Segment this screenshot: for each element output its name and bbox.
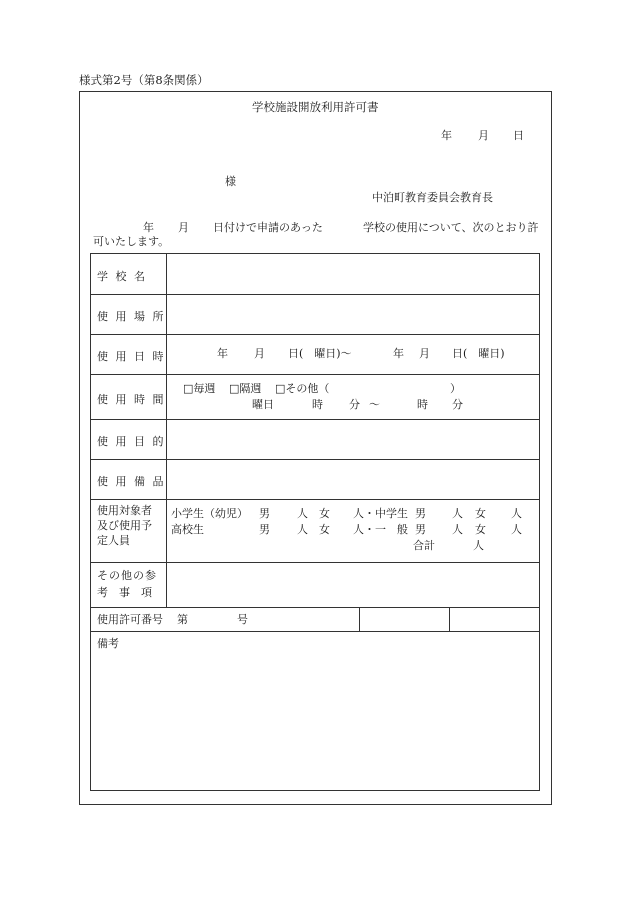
equipment-field[interactable]: [167, 460, 539, 499]
school-name-label: 学 校 名: [97, 270, 147, 283]
users-r2-female2: 女: [475, 523, 486, 536]
users-r1-male2: 男: [415, 507, 426, 520]
time-hour2: 時: [417, 398, 428, 411]
users-r2-female: 女: [319, 523, 330, 536]
date-from-day: 日( 曜日)〜: [288, 347, 352, 360]
biweekly-checkbox[interactable]: □隔週: [229, 382, 262, 395]
issue-date-day: 日: [513, 129, 524, 142]
other-notes-label-line1: その他の参: [97, 569, 157, 582]
permit-extra-cell-2[interactable]: [450, 608, 539, 631]
users-r1-female2: 女: [475, 507, 486, 520]
row-divider: [91, 631, 539, 632]
permit-number-go: 号: [237, 613, 248, 626]
equipment-label: 使 用 備 品: [97, 475, 166, 488]
place-field[interactable]: [167, 295, 539, 334]
form-table: [90, 253, 540, 791]
form-number: 様式第2号（第8条関係）: [79, 73, 209, 87]
intro-day-text: 日付けで申請のあった: [213, 221, 323, 234]
users-total-person: 人: [473, 539, 484, 552]
users-r1-female: 女: [319, 507, 330, 520]
other-checkbox[interactable]: □その他（: [275, 382, 330, 395]
permit-extra-cell-1[interactable]: [360, 608, 448, 631]
permit-number-label: 使用許可番号: [97, 613, 163, 626]
users-r1-person1: 人: [297, 507, 308, 520]
users-r2-male2: 男: [415, 523, 426, 536]
weekly-checkbox[interactable]: □毎週: [183, 382, 216, 395]
place-label: 使 用 場 所: [97, 310, 166, 323]
other-close-paren: ）: [450, 382, 461, 395]
issue-date-month: 月: [478, 129, 489, 142]
date-label: 使 用 日 時: [97, 350, 166, 363]
time-hour1: 時: [312, 398, 323, 411]
users-r2-person3: 人: [452, 523, 463, 536]
purpose-label: 使 用 目 的: [97, 435, 166, 448]
school-name-field[interactable]: [167, 254, 539, 294]
remarks-field[interactable]: [91, 654, 539, 790]
date-to-day: 日( 曜日): [452, 347, 505, 360]
other-notes-field[interactable]: [167, 563, 539, 607]
date-to-year: 年: [393, 347, 404, 360]
other-notes-label-line2: 考 事 項: [97, 586, 152, 599]
time-tilde: 〜: [369, 398, 380, 411]
date-to-month: 月: [419, 347, 430, 360]
users-label-line3: 定人員: [97, 534, 130, 547]
intro-school-text: 学校の使用について、次のとおり許: [363, 221, 539, 234]
document-title: 学校施設開放利用許可書: [252, 100, 379, 114]
users-r2-male: 男: [259, 523, 270, 536]
users-r2-category: 高校生: [171, 523, 204, 536]
users-field[interactable]: [167, 500, 539, 562]
users-r1-person3: 人: [452, 507, 463, 520]
remarks-label: 備考: [97, 637, 119, 650]
time-minute1: 分: [349, 398, 360, 411]
users-label-line1: 使用対象者: [97, 504, 152, 517]
intro-month: 月: [178, 221, 189, 234]
users-r2-person2: 人・一 般: [353, 523, 408, 536]
issuer-name: 中泊町教育委員会教育長: [372, 191, 493, 204]
users-r1-male: 男: [259, 507, 270, 520]
time-label: 使 用 時 間: [97, 393, 166, 406]
time-weekday: 曜日: [252, 398, 274, 411]
time-field[interactable]: [167, 375, 539, 419]
purpose-field[interactable]: [167, 420, 539, 459]
users-r2-person4: 人: [511, 523, 522, 536]
date-from-month: 月: [254, 347, 265, 360]
intro-line2: 可いたします。: [93, 235, 170, 248]
users-label-line2: 及び使用予: [97, 519, 152, 532]
date-field[interactable]: [167, 335, 539, 374]
users-r1-person2: 人・中学生: [353, 507, 408, 520]
users-r1-category: 小学生（幼児）: [171, 507, 248, 520]
issue-date-year: 年: [441, 129, 452, 142]
users-r1-person4: 人: [511, 507, 522, 520]
intro-year: 年: [143, 221, 154, 234]
time-minute2: 分: [452, 398, 463, 411]
users-r2-person1: 人: [297, 523, 308, 536]
recipient-suffix: 様: [225, 175, 236, 188]
permit-number-dai: 第: [177, 613, 188, 626]
users-total-label: 合計: [413, 539, 435, 552]
date-from-year: 年: [217, 347, 228, 360]
